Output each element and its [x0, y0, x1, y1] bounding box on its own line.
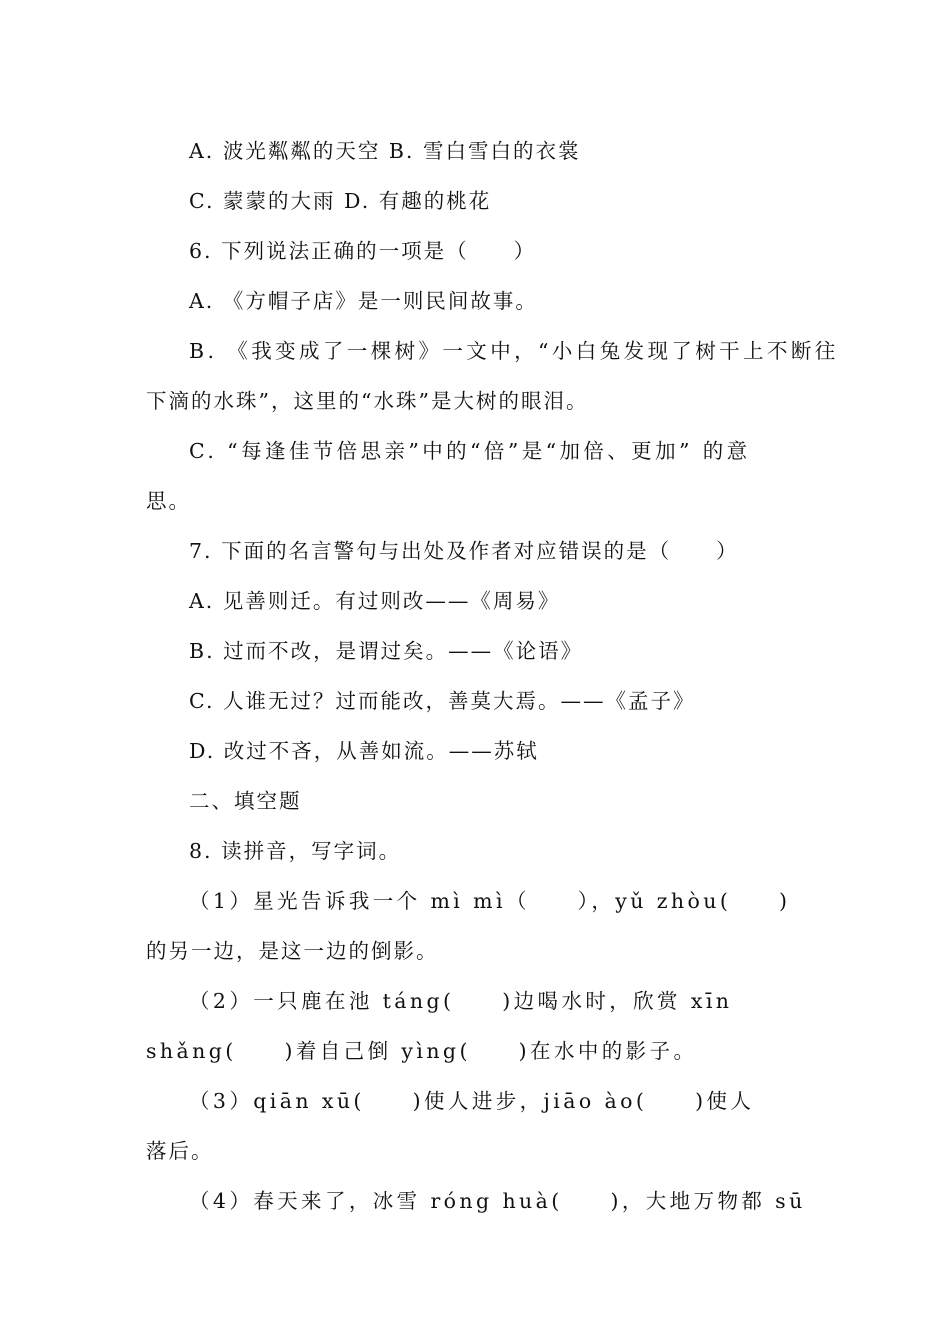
option-line: D. 改过不吝，从善如流。——苏轼 — [189, 739, 539, 763]
fill-blank-line: （1）星光告诉我一个 mì mì（ ），yǔ zhòu( ) — [189, 889, 791, 913]
fill-blank-line-continued: 的另一边，是这一边的倒影。 — [146, 939, 439, 963]
fill-blank-line: （4）春天来了，冰雪 róng huà( )，大地万物都 sū — [189, 1189, 806, 1213]
option-line: A. 见善则迁。有过则改——《周易》 — [189, 589, 561, 613]
fill-blank-line-continued: 落后。 — [146, 1139, 214, 1163]
question-line: 6. 下列说法正确的一项是（ ） — [189, 239, 537, 263]
option-line: A. 《方帽子店》是一则民间故事。 — [189, 289, 538, 313]
question-line: 8. 读拼音，写字词。 — [189, 839, 402, 863]
option-line: B. 过而不改，是谓过矣。——《论语》 — [189, 639, 584, 663]
option-line: C. 人谁无过？过而能改，善莫大焉。——《孟子》 — [189, 689, 696, 713]
fill-blank-line: （3）qiān xū( )使人进步，jiāo ào( )使人 — [189, 1089, 755, 1113]
option-line-continued: 下滴的水珠”，这里的“水珠”是大树的眼泪。 — [146, 389, 589, 413]
option-line: C. 蒙蒙的大雨 D. 有趣的桃花 — [189, 189, 492, 213]
question-line: 7. 下面的名言警句与出处及作者对应错误的是（ ） — [189, 539, 739, 563]
option-line-continued: 思。 — [146, 489, 191, 513]
option-line: C. “每逢佳节倍思亲”中的“倍”是“加倍、更加” 的意 — [189, 439, 751, 463]
fill-blank-line: （2）一只鹿在池 táng( )边喝水时，欣赏 xīn — [189, 989, 733, 1013]
section-heading: 二、填空题 — [189, 789, 302, 813]
option-line: A. 波光粼粼的天空 B. 雪白雪白的衣裳 — [189, 139, 581, 163]
fill-blank-line-continued: shǎng( )着自己倒 yìng( )在水中的影子。 — [146, 1039, 698, 1063]
option-line: B. 《我变成了一棵树》一文中，“小白兔发现了树干上不断往 — [189, 339, 839, 363]
